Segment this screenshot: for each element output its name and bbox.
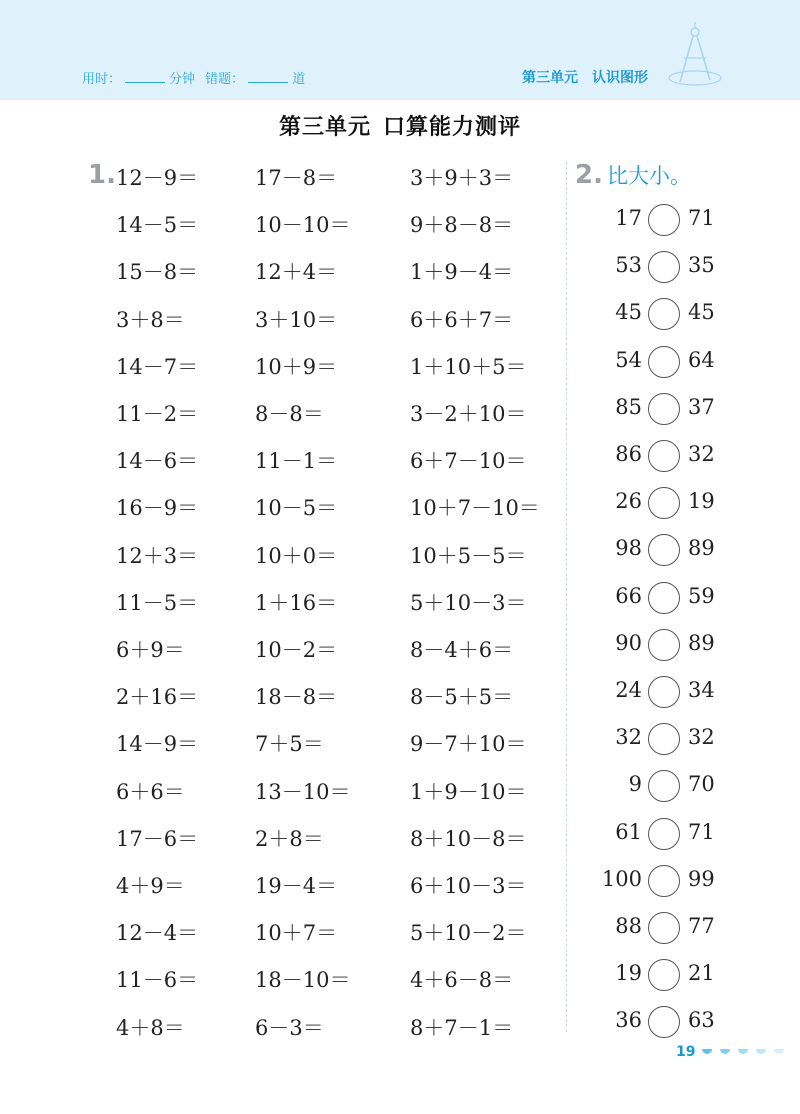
problem-col1-14: 6＋6＝: [116, 779, 185, 804]
compare-right-3: 45: [688, 300, 715, 325]
compare-right-1: 71: [688, 206, 715, 230]
compare-left-18: 36: [615, 1008, 642, 1033]
time-blank[interactable]: [125, 70, 165, 83]
problem-col3-18: 4＋6－8＝: [410, 968, 514, 993]
minutes-unit: 分钟: [169, 72, 196, 87]
errors-blank[interactable]: [248, 70, 288, 83]
compare-answer-circle-10[interactable]: [648, 629, 680, 661]
problem-col2-17: 10＋7＝: [255, 921, 338, 946]
compare-right-8: 89: [688, 536, 715, 561]
problem-col2-2: 10－10＝: [255, 213, 351, 238]
compare-answer-circle-16[interactable]: [648, 912, 680, 944]
unit-label: [522, 67, 662, 87]
compare-answer-circle-2[interactable]: [648, 251, 680, 283]
problem-col3-19: 8＋7－1＝: [410, 1015, 514, 1040]
compare-answer-circle-17[interactable]: [648, 959, 680, 991]
compare-right-18: 63: [688, 1008, 715, 1033]
problem-col3-5: 1＋10＋5＝: [410, 354, 527, 379]
problem-col2-16: 19－4＝: [255, 874, 338, 898]
problem-col3-10: 5＋10－3＝: [410, 590, 527, 615]
problem-col1-6: 11－2＝: [116, 402, 199, 426]
problem-col3-6: 3－2＋10＝: [410, 402, 527, 426]
compare-left-17: 19: [615, 961, 642, 986]
unit-topic: 认识图形: [592, 70, 648, 86]
problem-col3-3: 1＋9－4＝: [410, 260, 514, 285]
problem-col2-19: 6－3＝: [255, 1015, 324, 1040]
problem-col1-4: 3＋8＝: [116, 307, 185, 332]
problem-col1-7: 14－6＝: [116, 449, 199, 474]
problem-col3-12: 8－5＋5＝: [410, 685, 514, 710]
compare-right-7: 19: [688, 489, 715, 514]
compare-left-11: 24: [615, 678, 642, 702]
problem-col3-8: 10＋7－10＝: [410, 496, 540, 521]
problem-col1-2: 14－5＝: [116, 213, 199, 238]
problem-col1-3: 15－8＝: [116, 260, 199, 285]
compare-right-6: 32: [688, 442, 715, 466]
compare-answer-circle-8[interactable]: [648, 534, 680, 566]
problem-col3-14: 1＋9－10＝: [410, 779, 527, 804]
compare-answer-circle-14[interactable]: [648, 818, 680, 850]
errors-label: 错题：: [205, 72, 245, 87]
compare-left-16: 88: [615, 914, 642, 938]
compare-left-9: 66: [615, 583, 642, 608]
compare-left-7: 26: [615, 489, 642, 514]
problem-col2-9: 10＋0＝: [255, 543, 338, 568]
compare-right-11: 34: [688, 678, 715, 702]
compare-answer-circle-18[interactable]: [648, 1006, 680, 1038]
compare-answer-circle-9[interactable]: [648, 582, 680, 614]
problem-col2-5: 10＋9＝: [255, 354, 338, 379]
problem-col2-18: 18－10＝: [255, 968, 351, 993]
compare-right-16: 77: [688, 914, 715, 938]
problem-col3-16: 6＋10－3＝: [410, 874, 527, 898]
problem-col1-15: 17－6＝: [116, 826, 199, 851]
problem-col2-4: 3＋10＝: [255, 307, 338, 332]
problem-col2-3: 12＋4＝: [255, 260, 338, 285]
problem-col1-18: 11－6＝: [116, 968, 199, 993]
compare-left-14: 61: [615, 819, 642, 844]
problem-col3-17: 5＋10－2＝: [410, 921, 527, 946]
compare-answer-circle-3[interactable]: [648, 298, 680, 330]
problem-col1-8: 16－9＝: [116, 496, 199, 521]
problem-col2-8: 10－5＝: [255, 496, 338, 521]
compare-right-10: 89: [688, 630, 715, 655]
problem-col3-2: 9＋8－8＝: [410, 213, 514, 238]
column-divider: [566, 162, 567, 1032]
problem-col2-1: 17－8＝: [255, 166, 338, 190]
compare-answer-circle-12[interactable]: [648, 723, 680, 755]
compare-answer-circle-4[interactable]: [648, 346, 680, 378]
compare-left-8: 98: [615, 536, 642, 561]
compare-left-10: 90: [615, 630, 642, 655]
problem-col2-13: 7＋5＝: [255, 732, 324, 757]
compare-right-4: 64: [688, 347, 715, 372]
page-title: [0, 110, 800, 141]
problem-col2-15: 2＋8＝: [255, 826, 324, 851]
timer-record: [82, 68, 305, 87]
compare-answer-circle-6[interactable]: [648, 440, 680, 472]
compare-answer-circle-11[interactable]: [648, 676, 680, 708]
compare-left-6: 86: [615, 442, 642, 466]
problem-col3-1: 3＋9＋3＝: [410, 166, 514, 190]
problem-col2-11: 10－2＝: [255, 638, 338, 662]
problem-col2-10: 1＋16＝: [255, 590, 338, 615]
timer-label: 用时：: [82, 72, 122, 87]
problem-col1-11: 6＋9＝: [116, 638, 185, 662]
compare-left-15: 100: [601, 866, 642, 891]
problem-col2-12: 18－8＝: [255, 685, 338, 710]
problem-col1-5: 14－7＝: [116, 354, 199, 379]
problem-col1-16: 4＋9＝: [116, 874, 185, 898]
compare-right-9: 59: [688, 583, 715, 608]
problem-col3-9: 10＋5－5＝: [410, 543, 527, 568]
compare-answer-circle-5[interactable]: [648, 393, 680, 425]
compare-left-5: 85: [615, 394, 642, 419]
problem-col1-19: 4＋8＝: [116, 1015, 185, 1040]
compare-answer-circle-7[interactable]: [648, 487, 680, 519]
problem-col1-13: 14－9＝: [116, 732, 199, 757]
compare-right-2: 35: [688, 253, 715, 278]
problem-col1-9: 12＋3＝: [116, 543, 199, 568]
compare-left-2: 53: [615, 253, 642, 278]
problem-col1-12: 2＋16＝: [116, 685, 199, 710]
problem-col3-7: 6＋7－10＝: [410, 449, 527, 474]
title-name: 口算能力测评: [383, 115, 522, 140]
problem-col1-10: 11－5＝: [116, 590, 199, 615]
problem-col1-1: 12－9＝: [116, 166, 199, 190]
compare-answer-circle-1[interactable]: [648, 204, 680, 236]
questions-unit: 道: [292, 72, 306, 87]
compare-left-3: 45: [615, 300, 642, 325]
compare-answer-circle-13[interactable]: [648, 770, 680, 802]
compare-left-12: 32: [615, 725, 642, 750]
compare-left-1: 17: [615, 206, 642, 230]
compare-right-17: 21: [688, 961, 715, 986]
section-2-number: 2.: [575, 160, 603, 190]
title-unit: 第三单元: [278, 115, 371, 140]
compare-left-13: 9: [628, 772, 642, 797]
problem-col2-6: 8－8＝: [255, 402, 324, 426]
problem-col3-13: 9－7＋10＝: [410, 732, 527, 757]
compare-right-13: 70: [688, 772, 715, 797]
problem-col2-14: 13－10＝: [255, 779, 351, 804]
unit-name: 第三单元: [522, 70, 578, 86]
problem-col1-17: 12－4＝: [116, 921, 199, 946]
compare-left-4: 54: [615, 347, 642, 372]
compare-right-12: 32: [688, 725, 715, 750]
page-number: 19: [676, 1044, 696, 1060]
problem-col3-15: 8＋10－8＝: [410, 826, 527, 851]
section-1-number: 1.: [88, 160, 116, 190]
problem-col3-11: 8－4＋6＝: [410, 638, 514, 662]
section-2-title: 比大小。: [607, 164, 691, 188]
compare-right-14: 71: [688, 819, 715, 844]
compare-answer-circle-15[interactable]: [648, 865, 680, 897]
problem-col2-7: 11－1＝: [255, 449, 338, 474]
footer-decoration: [700, 1047, 790, 1061]
problem-col3-4: 6＋6＋7＝: [410, 307, 514, 332]
compass-icon: [660, 20, 730, 90]
compare-right-15: 99: [688, 866, 715, 891]
compare-right-5: 37: [688, 394, 715, 419]
